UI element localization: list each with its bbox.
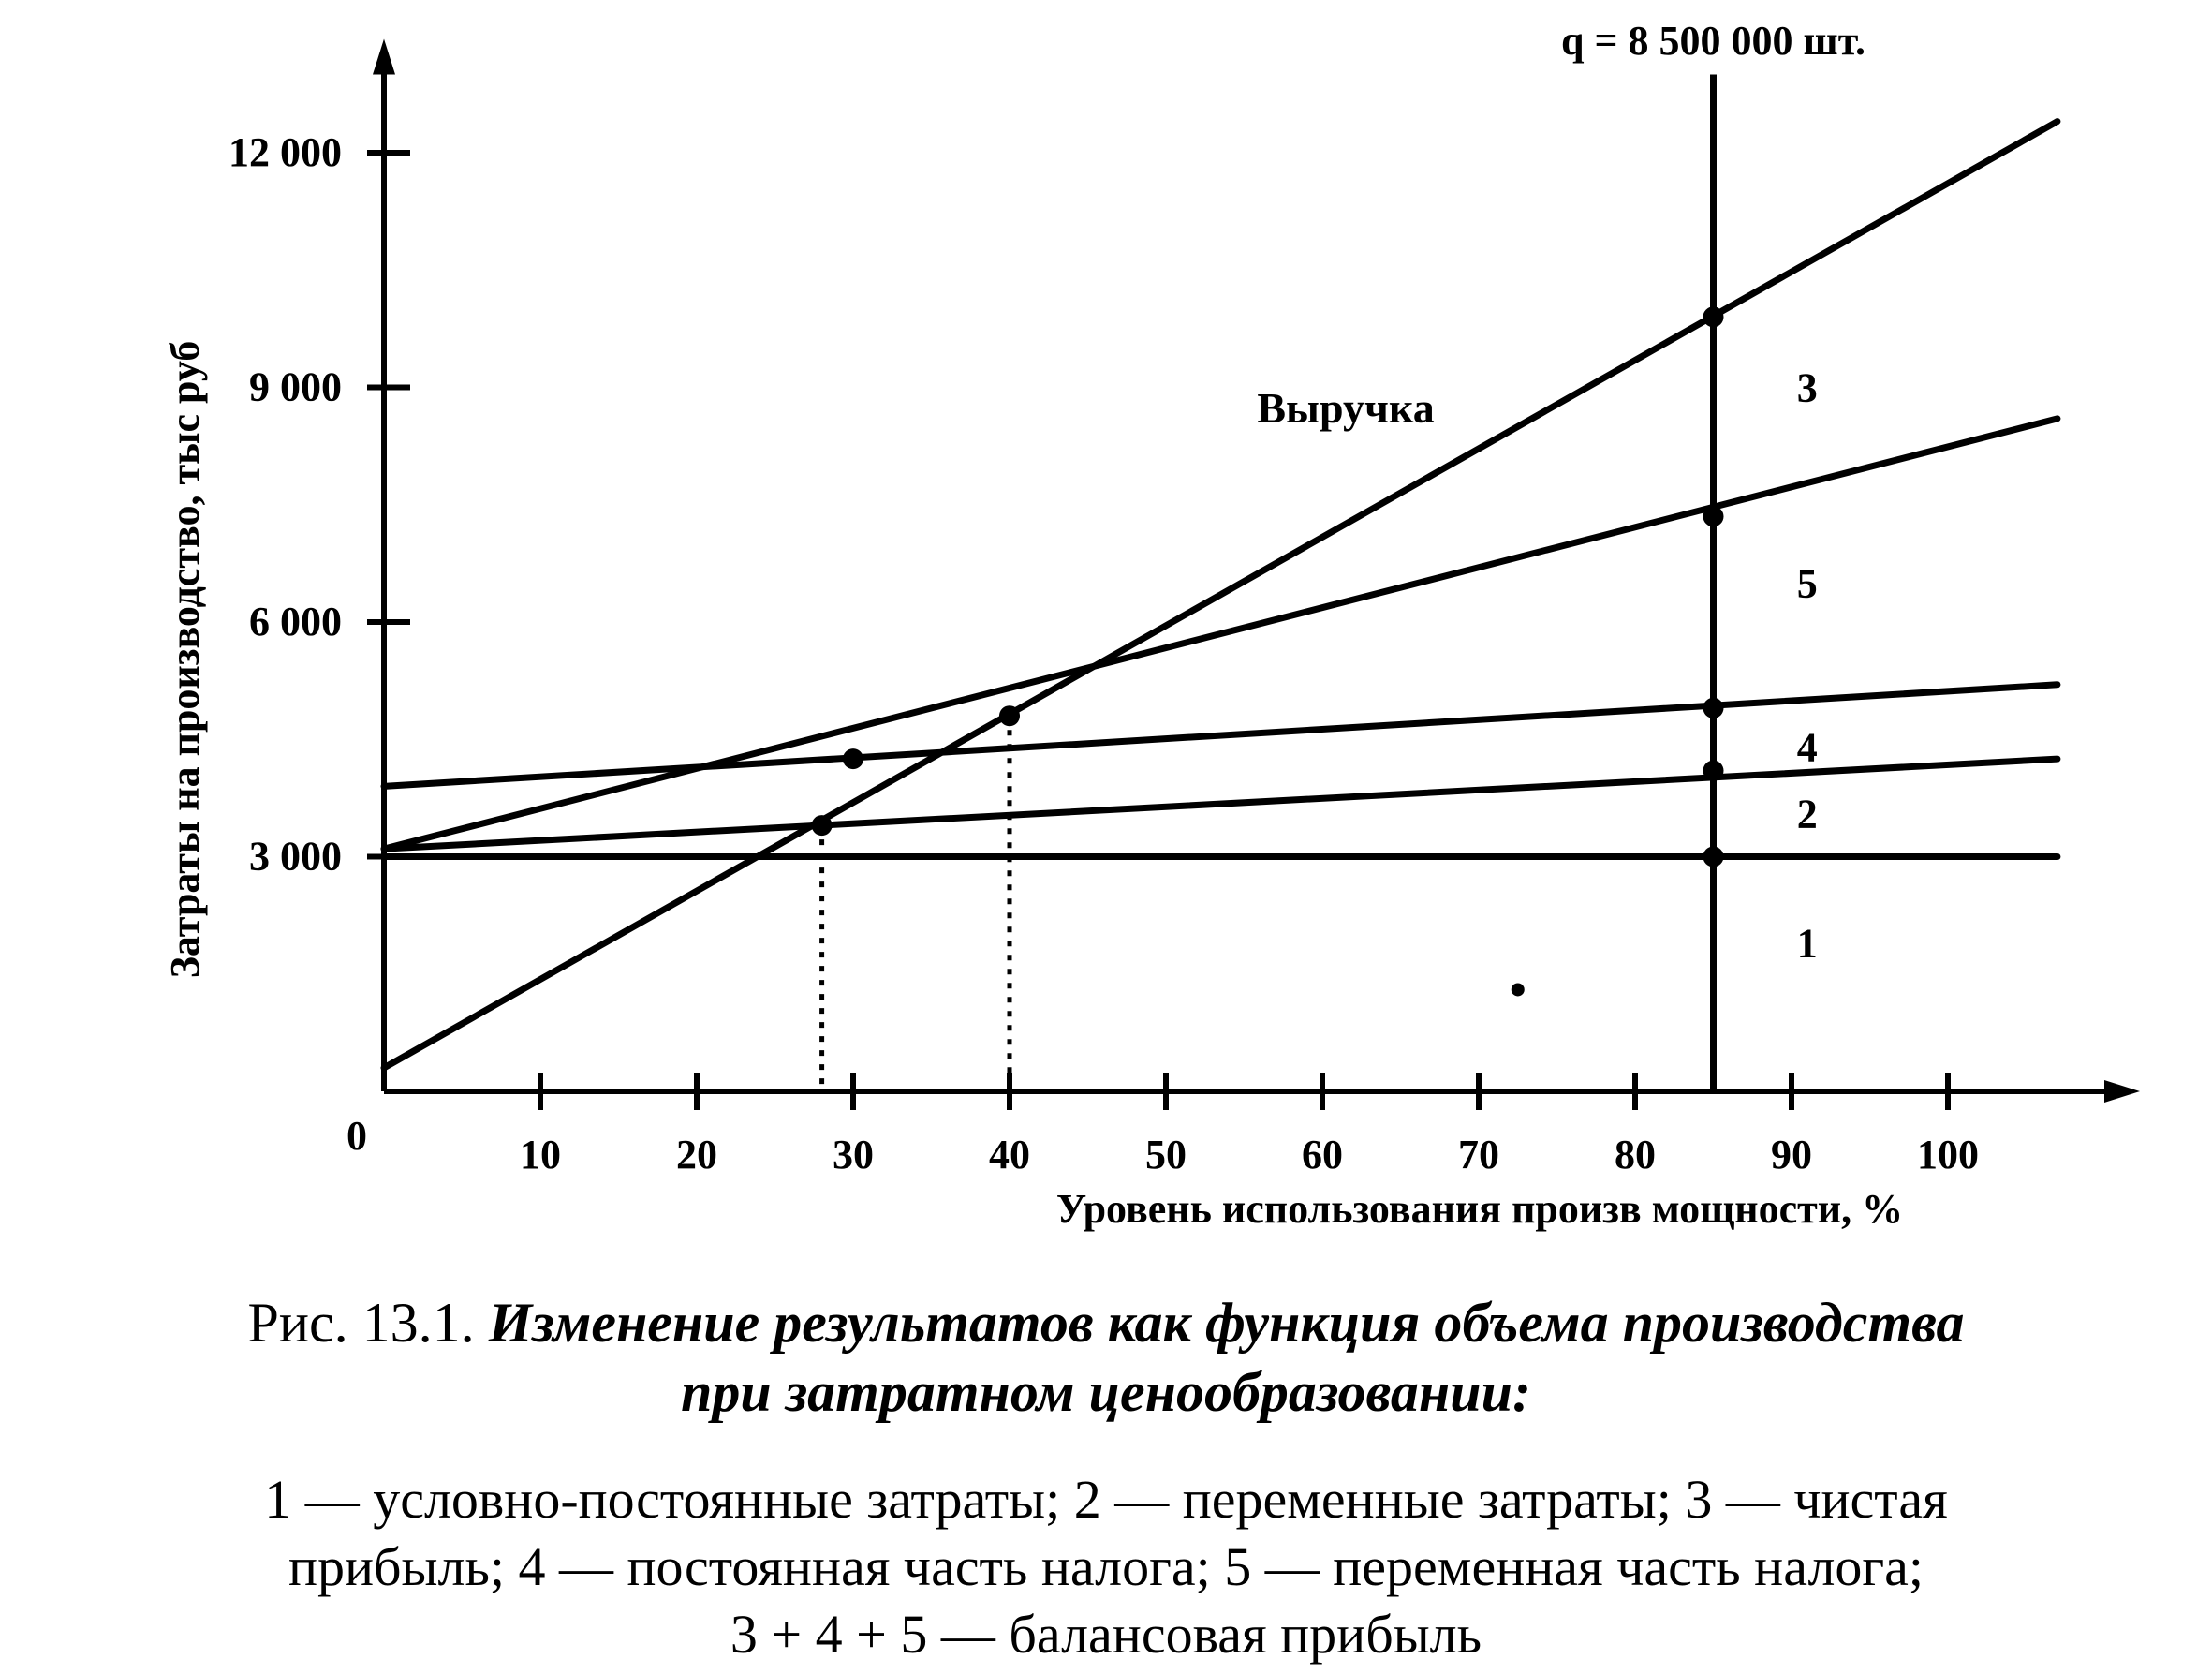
series-label-revenue: Выручка xyxy=(1257,384,1435,433)
origin-label: 0 xyxy=(347,1113,367,1159)
data-point-8 xyxy=(1512,983,1525,996)
data-point-3 xyxy=(1703,847,1724,867)
data-point-0 xyxy=(812,815,833,836)
figure-title-line-2: при затратном ценообразовании: xyxy=(681,1361,1531,1423)
x-tick-label: 30 xyxy=(833,1132,874,1178)
y-tick-label: 3 000 xyxy=(249,833,342,880)
x-tick-label: 40 xyxy=(989,1132,1030,1178)
y-axis-title: Затраты на производство, тыс руб xyxy=(162,340,208,979)
legend-line-1: 1 — условно-постоянные затраты; 2 — переменные затраты; 3 — чистая xyxy=(264,1469,1948,1530)
data-point-1 xyxy=(843,748,863,769)
x-tick-label: 80 xyxy=(1615,1132,1656,1178)
figure-caption xyxy=(0,1288,2212,1427)
y-tick-label: 9 000 xyxy=(249,363,342,410)
region-label-3: 3 xyxy=(1796,364,1818,411)
x-tick-label: 70 xyxy=(1458,1132,1499,1178)
region-label-1: 1 xyxy=(1796,920,1818,967)
data-point-5 xyxy=(1703,698,1724,718)
x-tick-label: 100 xyxy=(1917,1132,1979,1178)
region-label-4: 4 xyxy=(1796,724,1818,771)
legend-line-2: прибыль; 4 — постоянная часть налога; 5 — переменная часть налога; xyxy=(288,1536,1924,1597)
y-tick-label: 6 000 xyxy=(249,599,342,644)
region-label-5: 5 xyxy=(1796,560,1818,607)
data-point-4 xyxy=(1703,761,1724,781)
figure-title-line-1: Изменение результатов как функция объема производства xyxy=(488,1292,1965,1354)
x-tick-label: 90 xyxy=(1771,1132,1812,1178)
x-tick-label: 50 xyxy=(1145,1132,1187,1178)
data-point-6 xyxy=(1703,506,1724,526)
data-point-2 xyxy=(999,705,1020,726)
x-tick-label: 20 xyxy=(676,1132,717,1178)
x-tick-label: 10 xyxy=(520,1132,561,1178)
series-line-4 xyxy=(384,419,2057,849)
figure-legend xyxy=(0,1466,2212,1668)
y-axis-arrow xyxy=(373,39,395,75)
x-axis-title: Уровень использования произв мощности, % xyxy=(1055,1186,1904,1232)
figure-number: Рис. 13.1. xyxy=(247,1292,475,1354)
y-tick-label: 12 000 xyxy=(229,129,342,175)
vertical-line-label: q = 8 500 000 шт. xyxy=(1561,18,1865,64)
x-tick-label: 60 xyxy=(1302,1132,1343,1178)
legend-line-3: 3 + 4 + 5 — балансовая прибыль xyxy=(730,1604,1482,1665)
data-point-7 xyxy=(1703,306,1724,327)
x-axis-arrow xyxy=(2104,1080,2140,1103)
region-label-2: 2 xyxy=(1796,791,1818,837)
